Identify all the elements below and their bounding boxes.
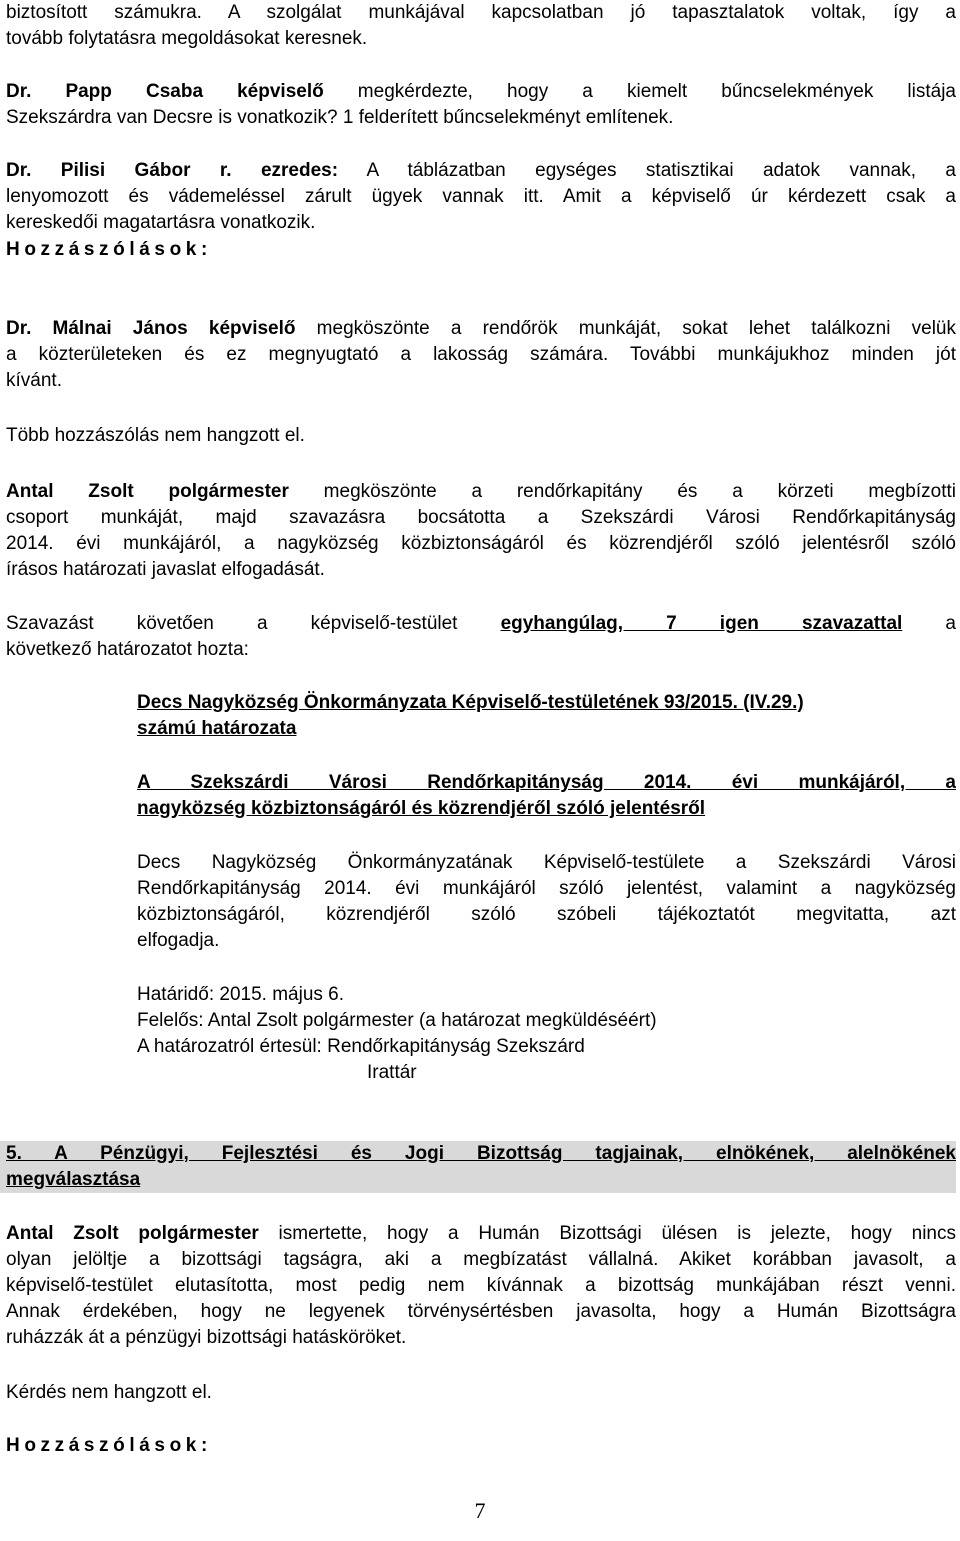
section-heading: Hozzászólások: <box>6 1435 212 1456</box>
text-line: képviselő-testület elutasította, most pedig nem kívánnak a bizottság munkájában részt venni. <box>6 1275 956 1296</box>
text-line <box>137 716 956 742</box>
text-line: következő határozatot hozta: <box>6 639 249 660</box>
speaker-name: Dr. Pilisi Gábor r. ezredes: <box>6 160 339 181</box>
text-line <box>6 611 956 637</box>
text-span: megköszönte a rendőrkapitány és a körzeti megbízotti <box>288 481 956 502</box>
text-line <box>137 796 956 822</box>
paragraph-mayor-vote <box>6 479 956 583</box>
paragraph-no-questions: Kérdés nem hangzott el. <box>6 1382 212 1403</box>
text-line <box>6 1167 956 1193</box>
text-line: írásos határozati javaslat elfogadását. <box>6 559 325 580</box>
text-span: ismertette, hogy a Humán Bizottsági ülésen is jelezte, hogy nincs <box>258 1223 956 1244</box>
text-line: Annak érdekében, hogy ne legyenek törvénysértésben javasolta, hogy a Humán Bizottságra <box>6 1301 956 1322</box>
text-line: olyan jelöltje a bizottsági tagságra, aki a megbízatást vállalná. Akiket korábban javasolt, a <box>6 1249 956 1270</box>
text-line: ruházzák át a pénzügyi bizottsági hatásköröket. <box>6 1327 407 1348</box>
text-line <box>6 479 956 505</box>
text-span: megköszönte a rendőrök munkáját, sokat lehet találkozni velük <box>295 318 956 339</box>
text-line: közbiztonságáról, közrendjéről szóló szóbeli tájékoztatót megvitatta, azt <box>137 904 956 925</box>
notified: A határozatról értesül: Rendőrkapitányság Szekszárd <box>137 1036 585 1057</box>
text-line: a közterületeken és ez megnyugtató a lakosság számára. További munkájukhoz minden jót <box>6 344 956 365</box>
paragraph-committee <box>6 1221 956 1351</box>
text-line: tovább folytatásra megoldásokat keresnek. <box>6 28 368 49</box>
notified-archive: Irattár <box>367 1062 417 1083</box>
agenda-item-5 <box>6 1141 956 1193</box>
text-line: Decs Nagyközség Önkormányzata Képviselő-testületének 93/2015. (IV.29.) <box>137 692 804 713</box>
paragraph-no-more-comments: Több hozzászólás nem hangzott el. <box>6 425 305 446</box>
text-span: A táblázatban egységes statisztikai adatok vannak, a <box>338 160 956 181</box>
paragraph-pilisi <box>6 158 956 236</box>
text-line: Rendőrkapitányság 2014. évi munkájáról szóló jelentést, valamint a nagyközség <box>137 878 956 899</box>
text-line: csoport munkáját, majd szavazásra bocsátotta a Szekszárdi Városi Rendőrkapitányság <box>6 507 956 528</box>
paragraph-intro <box>6 0 956 52</box>
text-line: lenyomozott és vádemeléssel zárult ügyek vannak itt. Amit a képviselő úr kérdezett csak a <box>6 186 956 207</box>
text-span: nagyközség közbiztonságáról és közrendjéről szóló jelentésről <box>137 798 706 819</box>
speaker-name: Dr. Málnai János képviselő <box>6 318 296 339</box>
text-line: Decs Nagyközség Önkormányzatának Képviselő-testülete a Szekszárdi Városi <box>137 852 956 873</box>
text-span: a <box>902 613 956 634</box>
speaker-name: Dr. Papp Csaba képviselő <box>6 81 324 102</box>
paragraph-papp <box>6 79 956 131</box>
text-line: kívánt. <box>6 370 62 391</box>
text-line: Szekszárdra van Decsre is vonatkozik? 1 felderített bűncselekményt említenek. <box>6 107 674 128</box>
text-line <box>6 79 956 105</box>
deadline: Határidő: 2015. május 6. <box>137 984 345 1005</box>
text-line <box>6 316 956 342</box>
text-line: biztosított számukra. A szolgálat munkájával kapcsolatban jó tapasztalatok voltak, így a <box>6 2 956 23</box>
speaker-name: Antal Zsolt polgármester <box>6 481 289 502</box>
resolution-title <box>137 690 956 742</box>
responsible: Felelős: Antal Zsolt polgármester (a határozat megküldéséért) <box>137 1010 657 1031</box>
text-line: 5. A Pénzügyi, Fejlesztési és Jogi Bizottság tagjainak, elnökének, alelnökének <box>6 1143 956 1164</box>
paragraph-malnai <box>6 316 956 394</box>
speaker-name: Antal Zsolt polgármester <box>6 1223 259 1244</box>
text-span: megkérdezte, hogy a kiemelt bűncselekmények listája <box>323 81 956 102</box>
text-line: kereskedői magatartásra vonatkozik. <box>6 212 316 233</box>
page-number: 7 <box>474 1498 486 1523</box>
text-span: megválasztása <box>6 1169 141 1190</box>
text-line <box>6 1221 956 1247</box>
text-line: A Szekszárdi Városi Rendőrkapitányság 2014. évi munkájáról, a <box>137 772 956 793</box>
text-line <box>6 158 956 184</box>
section-heading: Hozzászólások: <box>6 239 212 260</box>
paragraph-vote-result <box>6 611 956 663</box>
resolution-body <box>137 850 956 954</box>
vote-result: egyhangúlag, 7 igen szavazattal <box>500 613 903 634</box>
text-span: Szavazást követően a képviselő-testület <box>6 613 501 634</box>
resolution-subject <box>137 770 956 822</box>
text-line: 2014. évi munkájáról, a nagyközség közbiztonságáról és közrendjéről szóló jelentésről szóló <box>6 533 956 554</box>
text-span: számú határozata <box>137 718 297 739</box>
resolution-footer <box>137 982 956 1086</box>
text-line: elfogadja. <box>137 930 220 951</box>
